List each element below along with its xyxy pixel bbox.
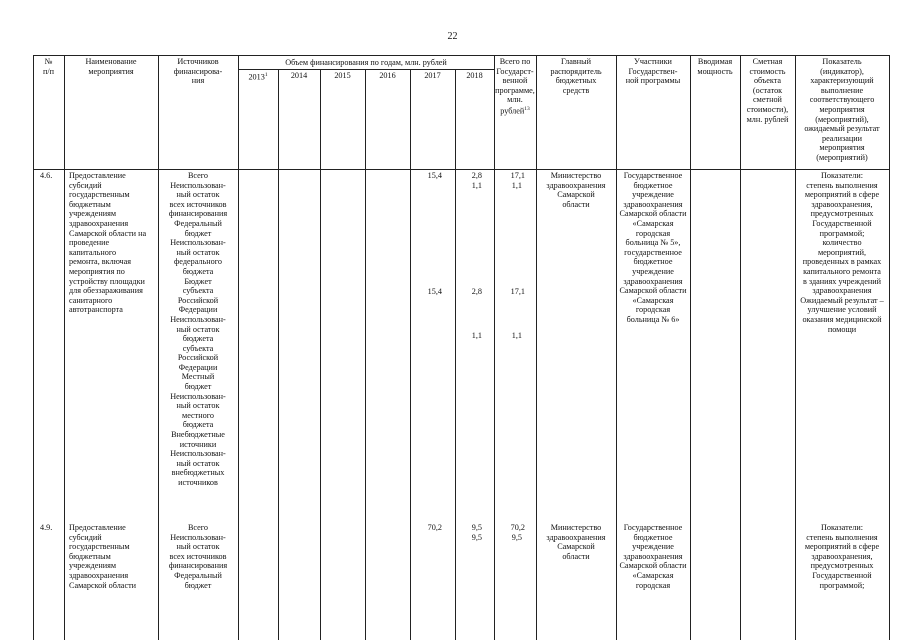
row-4-9-manager: Министерство здравоохранения Самарской области	[546, 523, 606, 561]
row-4-9-total-2018: 9,5	[471, 523, 482, 532]
table-top-border	[33, 55, 889, 56]
col-border	[238, 55, 239, 640]
header-indicator: Показатель (индикатор), характеризующий выполнение соответствующего мероприятия (мероприятий), ожидаемый результат реализации мероприятия (мероприятий)	[804, 57, 880, 162]
header-year-2014: 2014	[290, 71, 308, 80]
page-number: 22	[447, 31, 458, 42]
row-4-6-unused-sum: 1,1	[511, 181, 522, 190]
row-4-6-unused-2018: 1,1	[471, 181, 482, 190]
header-main-manager: Главный распорядитель бюджетных средств	[550, 57, 602, 95]
row-4-9-total-sum: 70,2	[510, 523, 525, 532]
header-volume: Объем финансирования по годам, млн. рублей	[285, 58, 447, 67]
year-col-border	[365, 69, 366, 640]
header-year-2017: 2017	[424, 71, 441, 80]
header-participants: Участники Государствен- ной программы	[625, 57, 681, 86]
row-4-9-name: Предоставление субсидий государственным бюджетным учреждениям здравоохранения Самарской области	[69, 523, 137, 590]
header-year-2015: 2015	[334, 71, 351, 80]
row-4-6-region-unused-2018: 1,1	[471, 331, 482, 340]
col-border	[740, 55, 741, 640]
row-4-6-region-2017: 15,4	[427, 287, 442, 296]
header-num: № п/п	[42, 57, 55, 76]
col-border	[33, 55, 34, 640]
row-4-6-region-2018: 2,8	[471, 287, 482, 296]
row-4-6-total-2017: 15,4	[427, 171, 442, 180]
header-capacity: Вводимая мощность	[697, 57, 733, 76]
row-4-6-total-2018: 2,8	[471, 171, 482, 180]
header-year-2018: 2018	[466, 71, 483, 80]
row-4-6-region-unused-sum: 1,1	[511, 331, 522, 340]
col-border	[690, 55, 691, 640]
row-4-6-participants: Государственное бюджетное учреждение здравоохранения Самарской области «Самарская городская больница № 5», государственное бюджетное учреждение здравоохранения Самарской области «Самарская городская больница № 6»	[619, 171, 687, 324]
header-bottom-border	[33, 169, 889, 170]
row-4-9-num: 4.9.	[40, 523, 53, 532]
row-4-6-total-sum: 17,1	[510, 171, 525, 180]
header-year-2013: 2013$^1$	[248, 72, 268, 82]
row-4-9-unused-sum: 9,5	[511, 533, 522, 542]
row-4-6-sources: Всего Неиспользован- ный остаток всех источников финансирования Федеральный бюджет Неиспользован- ный остаток федерального бюджета Бюджет субъекта Российской Федерации Неиспользован- ный остаток бюджета субъекта Российской Федерации Местный бюджет Неиспользован- ный остаток местного бюджета Внебюджетные источники Неиспользован- ный остаток внебюджетных источников	[168, 171, 228, 487]
row-4-6-region-sum: 17,1	[510, 287, 525, 296]
year-col-border	[410, 69, 411, 640]
row-4-9-indicator: Показатели: степень выполнения мероприятий в сфере здравоохранения, предусмотренных Государственной программой;	[804, 523, 880, 590]
row-4-9-sources: Всего Неиспользован- ный остаток всех источников финансирования Федеральный бюджет	[168, 523, 228, 590]
row-4-9-unused-2018: 9,5	[471, 533, 482, 542]
row-4-9-participants: Государственное бюджетное учреждение здравоохранения Самарской области «Самарская городская	[619, 523, 687, 590]
row-4-9-total-2017: 70,2	[427, 523, 442, 532]
year-col-border	[278, 69, 279, 640]
row-4-6-num: 4.6.	[40, 171, 53, 180]
col-border	[494, 55, 495, 640]
header-name: Наименование мероприятия	[85, 57, 137, 76]
row-4-6-manager: Министерство здравоохранения Самарской области	[546, 171, 606, 209]
header-estimated-cost: Сметная стоимость объекта (остаток сметной стоимости), млн. рублей	[746, 57, 789, 124]
col-border	[889, 55, 890, 640]
header-year-2016: 2016	[379, 71, 396, 80]
row-4-6-indicator: Показатели: степень выполнения мероприятий в сфере здравоохранения, предусмотренных Государственной программой; количество мероприятий, проведенных в рамках капитального ремонта в зданиях учреждений здравоохранения Ожидаемый результат – улучшение условий оказания медицинской помощи	[800, 171, 884, 334]
header-total: Всего по Государст- венной программе, млн. рублей$^{13}$	[495, 57, 535, 116]
year-col-border	[320, 69, 321, 640]
col-border	[64, 55, 65, 640]
year-col-border	[455, 69, 456, 640]
row-4-6-name: Предоставление субсидий государственным бюджетным учреждениям здравоохранения Самарской области на проведение капитального ремонта, включая мероприятия по устройству площадки для обеззараживания санитарного автотранспорта	[69, 171, 147, 315]
header-sources: Источников финансирова- ния	[173, 57, 223, 86]
